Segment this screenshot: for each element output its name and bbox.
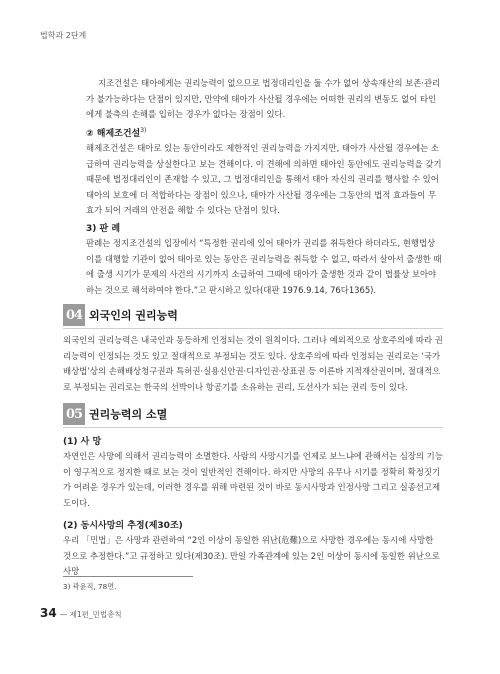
section-number-badge: 04 bbox=[63, 304, 85, 326]
section-number-badge: 05 bbox=[63, 403, 85, 425]
paragraph-stop-condition-theory: 지조건설은 태아에게는 권리능력이 없으므로 법정대리인을 둘 수가 없어 상속재산의 보존·관리가 불가능하다는 단점이 있지만, 만약에 태아가 사산될 경우에는 어떠한 권리의 변동도 없어 타인에게 불측의 손해를 입히는 경우가 없다는 장점이 있다. bbox=[86, 78, 441, 119]
footnote: 3) 곽윤직, 78면. bbox=[63, 582, 117, 591]
section-title: 외국인의 권리능력 bbox=[89, 309, 178, 322]
section-title: 권리능력의 소멸 bbox=[89, 408, 168, 421]
page-footer bbox=[40, 606, 122, 620]
paragraph-foreigner-capacity: 외국인의 권리능력은 내국인과 동등하게 인정되는 것이 원칙이다. 그러나 예외적으로 상호주의에 따라 권리능력이 인정되는 것도 있고 절대적으로 부정되는 것도 있다. 상호주의에 따라 인정되는 권리로는 ‘국가배상법’상의 손해배상청구권과 특허권·실용신안권·디자인권·상표권 등 이른바 지적재산권이며, 절대적으로 부정되는 권리로는 한국의 선박이나 항공기를 소유하는 권리, 도선사가 되는 권리 등이 있다. bbox=[63, 335, 443, 392]
section-divider bbox=[63, 427, 443, 428]
footer-chapter: — 제1편_민법총칙 bbox=[59, 610, 122, 619]
paragraph-precedent: 판례는 정지조건설의 입장에서 “특정한 권리에 있어 태아가 권리를 취득한다 하더라도, 현행법상 이를 대행할 기관이 없어 태아로 있는 동안은 권리능력을 취득할 수 없고, 따라서 살아서 출생한 때에 출생 시기가 문제의 사건의 시기까지 소급하여 그때에 태아가 출생한 것과 같이 법률상 보아야 하는 것으로 해석하여야 한다.”고 판시하고 있다(대판 1976.9.14, 76다1365). bbox=[86, 238, 442, 295]
paragraph-death: 자연인은 사망에 의해서 권리능력이 소멸한다. 사람의 사망시기를 언제로 보느냐에 관해서는 심장의 기능이 영구적으로 정지한 때로 보는 것이 일반적인 견해이다. 하지만 사망의 유무나 시기를 정확히 확정짓기가 어려운 경우가 있는데, 이러한 경우를 위해 마련된 것이 바로 동시사망과 인정사망 그리고 실종선고제도이다. bbox=[63, 451, 443, 508]
paragraph-dissolution-condition-theory: 해제조건설은 태아로 있는 동안이라도 제한적인 권리능력을 가지지만, 태아가 사산될 경우에는 소급하여 권리능력을 상실한다고 보는 견해이다. 이 견해에 의하면 태아인 동안에도 권리능력을 갖기 때문에 법정대리인이 존재할 수 있고, 그 법정대리인을 통해서 태아 자신의 권리를 행사할 수 있어 태아의 보호에 더 적합하다는 장점이 있으나, 태아가 사산될 경우에는 그동안의 법적 효과들이 무효가 되어 거래의 안전을 해할 수 있다는 단점이 있다. bbox=[86, 143, 442, 215]
paragraph-simultaneous-death: 우리 「민법」은 사망과 관련하여 “2인 이상이 동일한 위난(危難)으로 사망한 경우에는 동시에 사망한 것으로 추정한다.”고 규정하고 있다(제30조). 만일 가족관계에 있는 2인 이상이 동시에 동일한 위난으로 사망 bbox=[63, 535, 440, 576]
subheading-death: (1) 사 망 bbox=[63, 437, 102, 447]
section-heading-05 bbox=[63, 402, 167, 426]
running-header: 법학과 2단계 bbox=[40, 31, 87, 40]
subheading-precedent: 3) 판 례 bbox=[86, 224, 121, 234]
subheading-dissolution-condition-text: ② 해제조건설 bbox=[86, 129, 141, 139]
footnote-ref: 3) bbox=[140, 127, 147, 134]
section-divider bbox=[63, 328, 443, 329]
footnote-divider bbox=[63, 576, 193, 577]
subheading-simultaneous-death: (2) 동시사망의 추정(제30조) bbox=[63, 521, 183, 531]
section-heading-04 bbox=[63, 303, 178, 327]
page-number: 34 bbox=[40, 606, 57, 620]
subheading-dissolution-condition bbox=[86, 126, 146, 139]
